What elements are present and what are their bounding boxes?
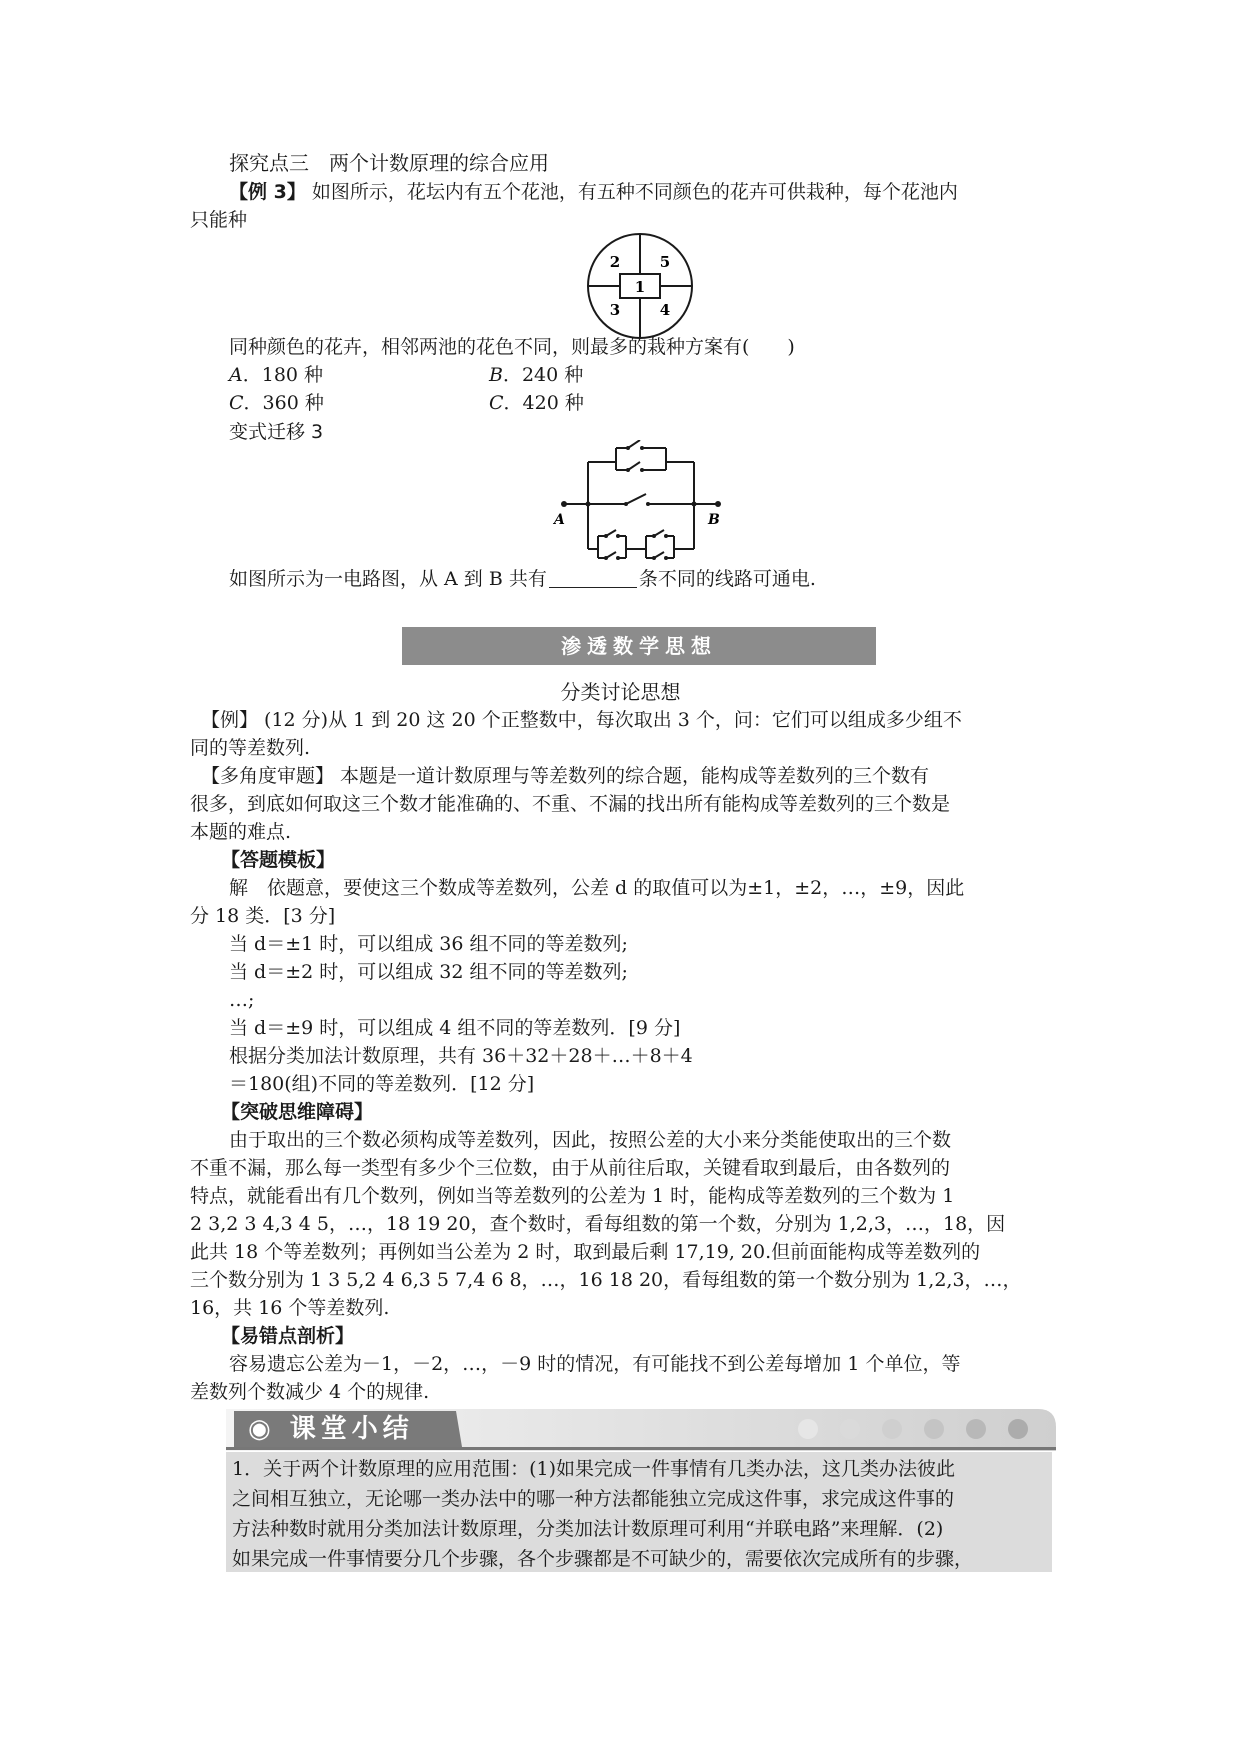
breakthrough-title: 【突破思维障碍】: [221, 1101, 374, 1123]
section-heading: 探究点三 两个计数原理的综合应用: [229, 151, 549, 175]
example3-line3: 同种颜色的花卉，相邻两池的花色不同，则最多的栽种方案有( ): [229, 336, 795, 358]
pool-label-3: 3: [609, 301, 621, 319]
solution-line: 当 d＝±9 时，可以组成 4 组不同的等差数列．[9 分]: [229, 1017, 681, 1039]
summary-box: [226, 1452, 1052, 1572]
pool-label-1: 1: [634, 278, 646, 296]
breakthrough-line: 由于取出的三个数必须构成等差数列，因此，按照公差的大小来分类能使取出的三个数: [229, 1129, 952, 1151]
circuit-figure: [548, 440, 724, 560]
option-b[interactable]: B．240 种: [489, 364, 584, 386]
breakthrough-line: 不重不漏，那么每一类型有多少个三位数，由于从前往后取，关键看取到最后，由各数列的: [190, 1157, 951, 1179]
multi-angle-line2: 很多，到底如何取这三个数才能准确的、不重、不漏的找出所有能构成等差数列的三个数是: [190, 793, 951, 815]
circuit-label-b: B: [708, 512, 720, 528]
solution-line: 当 d＝±2 时，可以组成 32 组不同的等差数列;: [229, 961, 628, 983]
template-title: 【答题模板】: [221, 849, 336, 871]
example3-tag: 【例 3】: [229, 181, 306, 203]
summary-title: ◉ 课堂小结: [248, 1414, 414, 1444]
option-c[interactable]: C．360 种: [229, 392, 324, 414]
solution-line: 根据分类加法计数原理，共有 36＋32＋28＋…＋8＋4: [229, 1045, 693, 1067]
pool-label-4: 4: [659, 301, 671, 319]
pool-label-5: 5: [659, 253, 671, 271]
summary-line: 1．关于两个计数原理的应用范围：(1)如果完成一件事情有几类办法，这几类办法彼此: [232, 1458, 956, 1480]
solution-line: …;: [229, 989, 255, 1011]
option-d[interactable]: C．420 种: [489, 392, 584, 414]
error-title: 【易错点剖析】: [221, 1325, 355, 1347]
multi-angle-line3: 本题的难点.: [190, 821, 292, 843]
example3-line2: 只能种: [190, 209, 248, 231]
answer-blank[interactable]: [549, 567, 637, 588]
solution-line: 当 d＝±1 时，可以组成 36 组不同的等差数列;: [229, 933, 628, 955]
error-line: 容易遗忘公差为－1，－2，…，－9 时的情况，有可能找不到公差每增加 1 个单位，等: [229, 1353, 961, 1375]
summary-line: 方法种数时就用分类加法计数原理，分类加法计数原理可利用“并联电路”来理解．(2): [232, 1518, 944, 1540]
example3-text1: 如图所示，花坛内有五个花池，有五种不同颜色的花卉可供栽种，每个花池内: [305, 181, 958, 203]
flower-bed-figure: [585, 231, 695, 341]
breakthrough-line: 16，共 16 个等差数列.: [190, 1297, 390, 1319]
idea-title: 分类讨论思想: [560, 680, 681, 704]
solution-line: 分 18 类．[3 分]: [190, 905, 336, 927]
summary-line: 如果完成一件事情要分几个步骤，各个步骤都是不可缺少的，需要依次完成所有的步骤，: [232, 1548, 974, 1570]
breakthrough-line: 此共 18 个等差数列；再例如当公差为 2 时，取到最后剩 17,19, 20.但前面能构成等差数列的: [190, 1241, 981, 1263]
breakthrough-line: 特点，就能看出有几个数列，例如当等差数列的公差为 1 时，能构成等差数列的三个数为 1: [190, 1185, 955, 1207]
pool-label-2: 2: [609, 253, 621, 271]
idea-example-line1: 【例】 (12 分)从 1 到 20 这 20 个正整数中，每次取出 3 个，问：它们可以组成多少组不: [201, 709, 962, 731]
error-line: 差数列个数减少 4 个的规律.: [190, 1381, 430, 1403]
summary-line: 之间相互独立，无论哪一类办法中的哪一种方法都能独立完成这件事，求完成这件事的: [232, 1488, 955, 1510]
solution-line: ＝180(组)不同的等差数列．[12 分]: [229, 1073, 535, 1095]
breakthrough-line: 2 3,2 3 4,3 4 5，…，18 19 20，查个数时，看每组数的第一个数，分别为 1,2,3，…，18，因: [190, 1213, 1006, 1235]
variant-title: 变式迁移 3: [229, 421, 324, 443]
section-banner: 渗透数学思想: [402, 627, 876, 665]
option-a[interactable]: A．180 种: [229, 364, 324, 386]
variant-question: 如图所示为一电路图，从 A 到 B 共有 条不同的线路可通电.: [229, 568, 816, 590]
summary-header: [226, 1409, 1056, 1451]
example3-line1: [229, 178, 958, 206]
multi-angle-line1: 【多角度审题】 本题是一道计数原理与等差数列的综合题，能构成等差数列的三个数有: [201, 765, 930, 787]
idea-example-line2: 同的等差数列.: [190, 737, 311, 759]
solution-line: 解 依题意，要使这三个数成等差数列，公差 d 的取值可以为±1，±2，…，±9，因此: [229, 877, 965, 899]
circuit-label-a: A: [554, 512, 565, 528]
breakthrough-line: 三个数分别为 1 3 5,2 4 6,3 5 7,4 6 8，…，16 18 20，看每组数的第一个数分别为 1,2,3，…，: [190, 1269, 1022, 1291]
